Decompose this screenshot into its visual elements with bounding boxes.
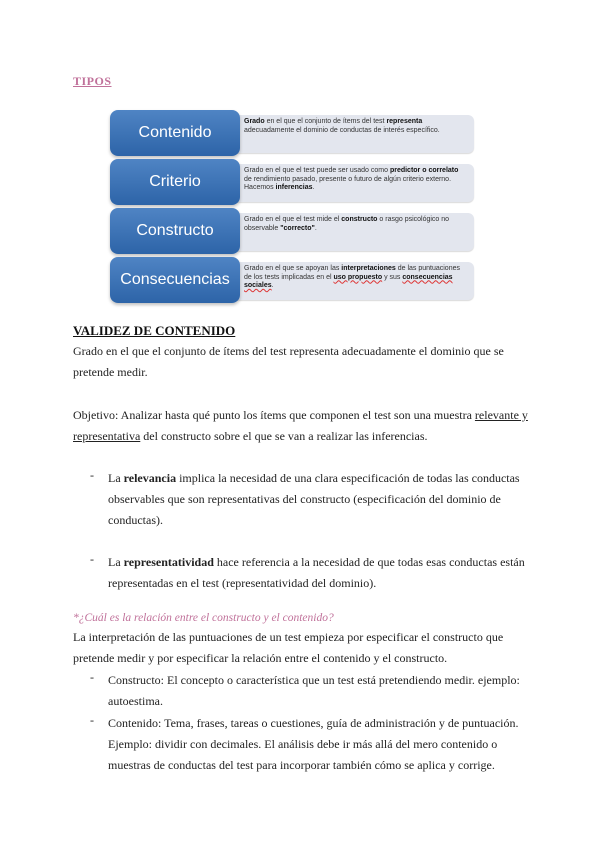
diagram-label-consecuencias: Consecuencias <box>110 257 240 303</box>
desc-text: y sus <box>382 273 403 281</box>
relation-question: *¿Cuál es la relación entre el constructo y el contenido? <box>73 612 334 624</box>
objetivo-underlined: relevante y representativa <box>73 408 528 443</box>
desc-text: o rasgo psicológico no observable <box>244 216 450 232</box>
contenido-item: Contenido: Tema, frases, tareas o cuestiones, guía de administración y de puntuación. Ejemplo: dividir con decimales. El análisis debe ir más allá del mero contenido o muestras de conductas del test para incorporar también cómo se aplica y corrige. <box>108 716 519 772</box>
desc-text: en el que el conjunto de ítems del test <box>264 118 387 125</box>
diagram-row-constructo <box>110 208 478 254</box>
diagram-desc-contenido <box>232 115 474 153</box>
desc-text: constructo <box>341 216 378 223</box>
item-text: La <box>108 471 124 485</box>
dash-bullet: - <box>90 713 94 727</box>
item-text: hace referencia a la necesidad de que todas esas conductas están representadas en el test (representatividad del dominio). <box>108 555 525 590</box>
diagram-desc-criterio <box>232 164 474 202</box>
desc-text: adecuadamente el dominio de conductas de interés específico. <box>244 126 440 134</box>
objetivo-text: del constructo sobre el que se van a realizar las inferencias. <box>140 429 428 443</box>
interpretation-paragraph: La interpretación de las puntuaciones de un test empieza por especificar el constructo que pretende medir y por especificar la relación entre el contenido y el constructo. <box>73 630 504 665</box>
constructo-item: Constructo: El concepto o característica que un test está pretendiendo medir. ejemplo: autoestima. <box>108 673 520 708</box>
desc-text: . <box>314 224 317 232</box>
objetivo-paragraph <box>73 405 533 447</box>
dash-bullet: - <box>90 468 94 482</box>
validez-heading: VALIDEZ DE CONTENIDO <box>73 323 236 338</box>
desc-text: Grado en el que el test mide el <box>244 216 342 223</box>
diagram-label-contenido: Contenido <box>110 110 240 156</box>
item-bold: relevancia <box>123 471 177 485</box>
diagram-desc-consecuencias <box>232 262 474 300</box>
validez-definition: Grado en el que el conjunto de ítems del test representa adecuadamente el dominio que se pretende medir. <box>73 344 504 379</box>
diagram-label-constructo: Constructo <box>110 208 240 254</box>
desc-text: representa <box>386 118 423 125</box>
item-text: implica la necesidad de una clara especificación de todas las conductas observables que son representativas del constructo (especificación del dominio de conductas). <box>108 471 520 527</box>
diagram-desc-constructo <box>232 213 474 251</box>
diagram-row-criterio <box>110 159 478 205</box>
desc-text: de rendimiento pasado, presente o futuro de algún criterio externo. Hacemos <box>244 175 452 191</box>
diagram-row-contenido <box>110 110 478 156</box>
desc-text: consecuencias sociales <box>244 273 453 289</box>
desc-text: . <box>312 184 315 191</box>
desc-text: Grado en el que se apoyan las <box>244 265 342 272</box>
dash-bullet: - <box>90 670 94 684</box>
relevancia-item <box>108 468 533 531</box>
desc-text: de las puntuaciones de los tests implicadas en el <box>244 265 460 281</box>
desc-text: interpretaciones <box>341 265 396 272</box>
desc-text: predictor o correlato <box>389 167 459 174</box>
diagram-row-consecuencias <box>110 257 478 303</box>
item-text: La <box>108 555 124 569</box>
desc-text: uso propuesto <box>333 273 383 281</box>
desc-text: . <box>271 282 274 289</box>
representatividad-item <box>108 552 533 594</box>
item-bold: representatividad <box>123 555 214 569</box>
desc-text: "correcto" <box>280 224 315 232</box>
diagram-label-criterio: Criterio <box>110 159 240 205</box>
dash-bullet: - <box>90 552 94 566</box>
objetivo-text: Objetivo: Analizar hasta qué punto los ítems que componen el test son una muestra <box>73 408 475 422</box>
tipos-heading: TIPOS <box>73 74 112 88</box>
desc-text: Grado en el que el test puede ser usado como <box>244 167 390 174</box>
desc-text: Grado <box>244 118 265 125</box>
desc-text: inferencias <box>275 184 313 191</box>
